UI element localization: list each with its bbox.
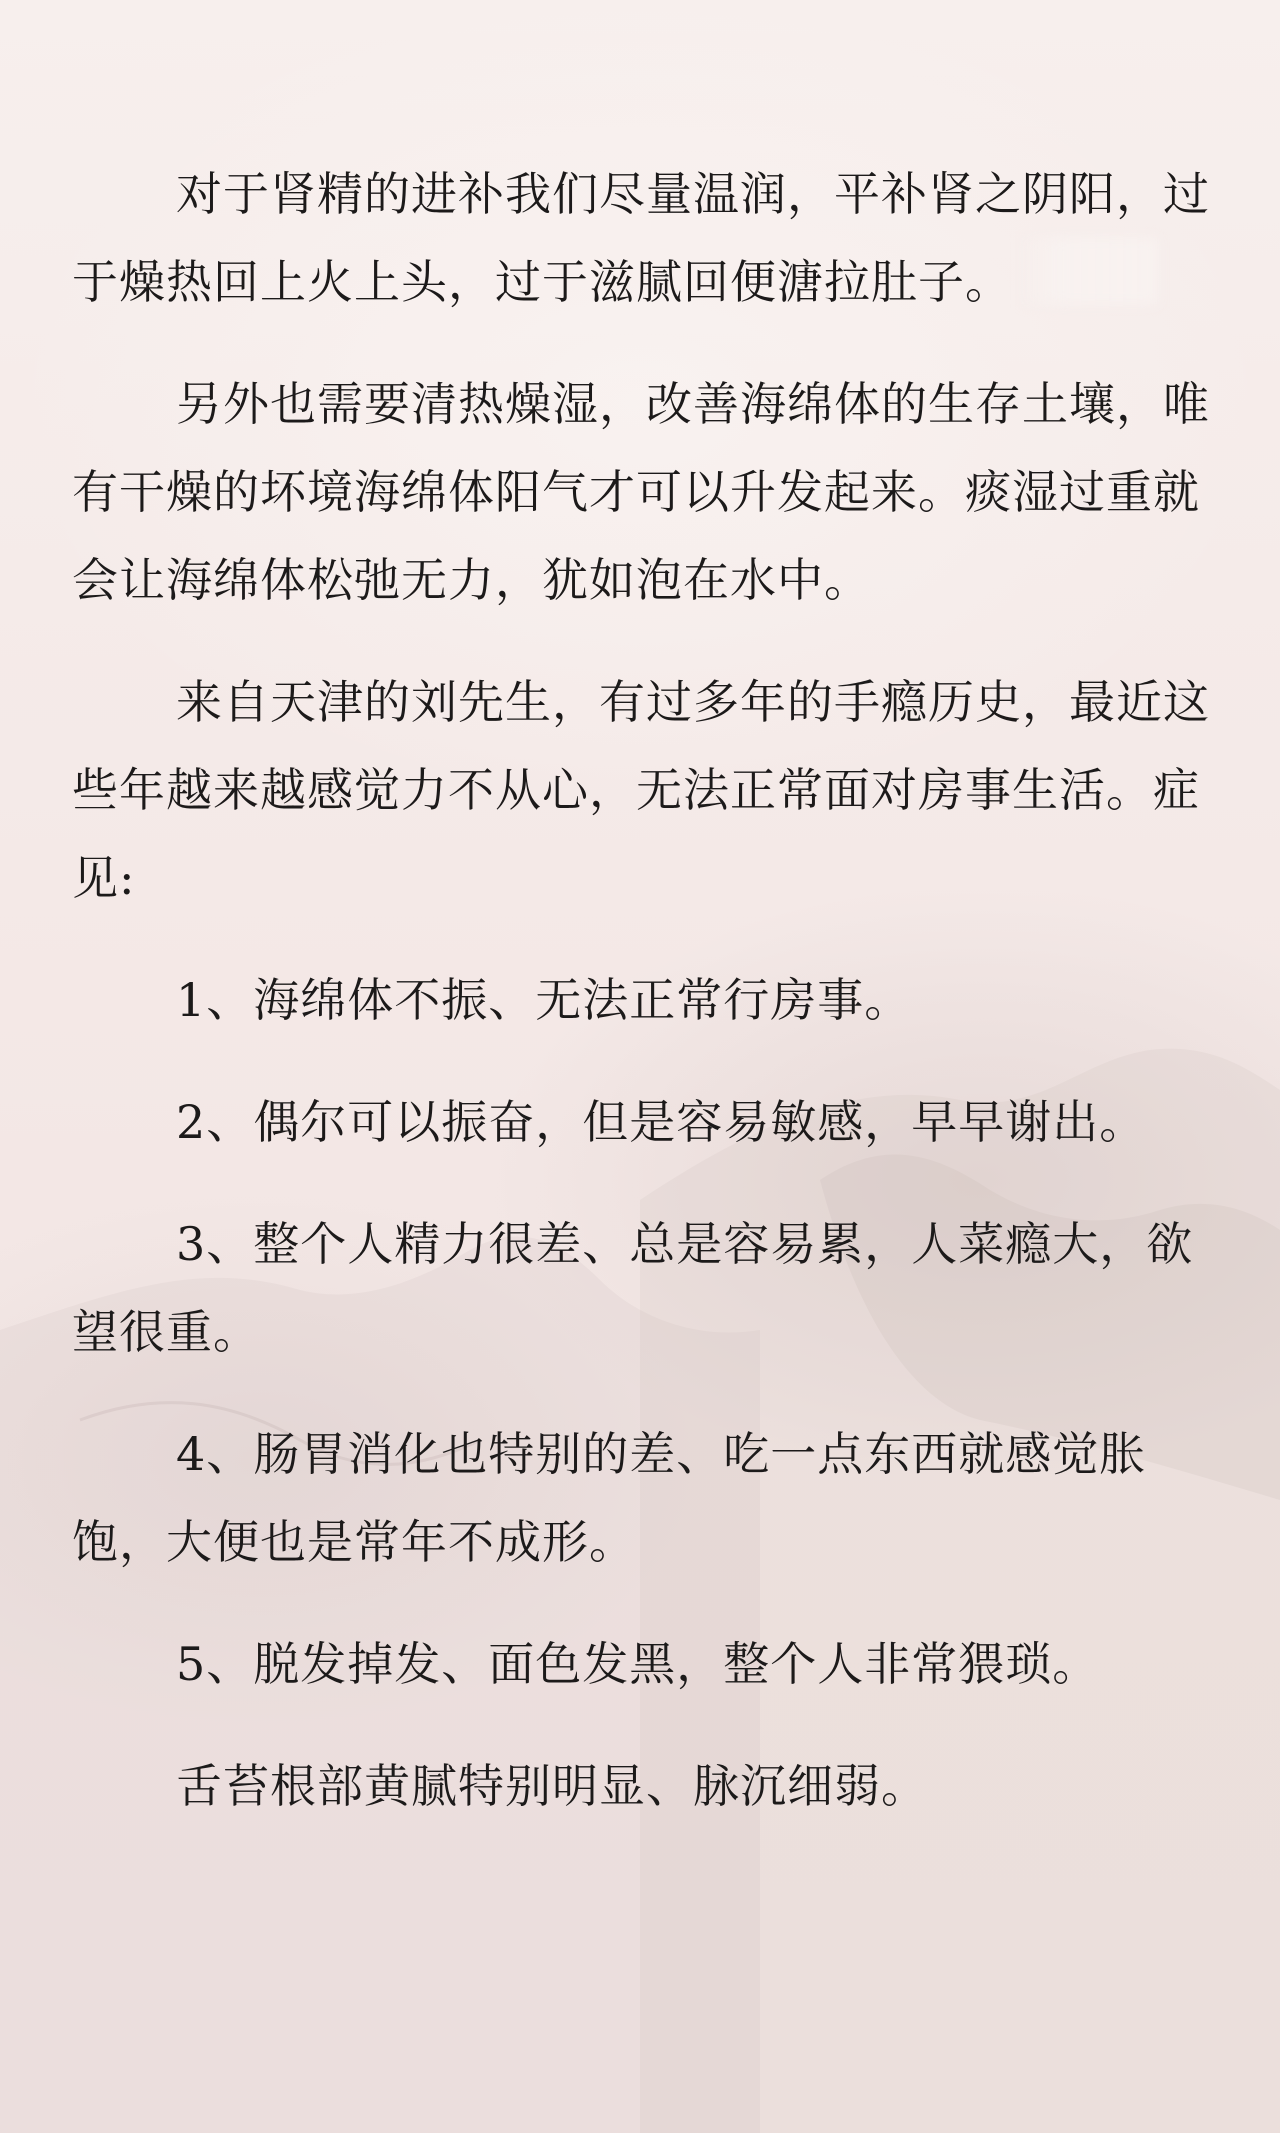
paragraph-kidney-essence: 对于肾精的进补我们尽量温润，平补肾之阴阳，过于燥热回上火上头，过于滋腻回便溏拉肚子。	[72, 167, 1210, 309]
symptom-item-3: 3、整个人精力很差、总是容易累，人菜瘾大，欲望很重。	[72, 1217, 1194, 1359]
article-body	[72, 150, 1212, 1830]
symptom-item-1: 1、海绵体不振、无法正常行房事。	[176, 973, 912, 1027]
symptom-item-2: 2、偶尔可以振奋，但是容易敏感，早早谢出。	[176, 1095, 1147, 1149]
blurred-text-patch	[1018, 238, 1158, 304]
paragraph-patient-case: 来自天津的刘先生，有过多年的手瘾历史，最近这些年越来越感觉力不从心，无法正常面对房事生活。症见:	[72, 675, 1210, 905]
symptom-item-5: 5、脱发掉发、面色发黑，整个人非常猥琐。	[176, 1637, 1100, 1691]
symptom-item-4: 4、肠胃消化也特别的差、吃一点东西就感觉胀饱，大便也是常年不成形。	[72, 1427, 1147, 1569]
paragraph-tongue-pulse: 舌苔根部黄腻特别明显、脉沉细弱。	[176, 1759, 928, 1813]
paragraph-clear-heat-dampness: 另外也需要清热燥湿，改善海绵体的生存土壤，唯有干燥的坏境海绵体阳气才可以升发起来。痰湿过重就会让海绵体松弛无力，犹如泡在水中。	[72, 377, 1210, 607]
